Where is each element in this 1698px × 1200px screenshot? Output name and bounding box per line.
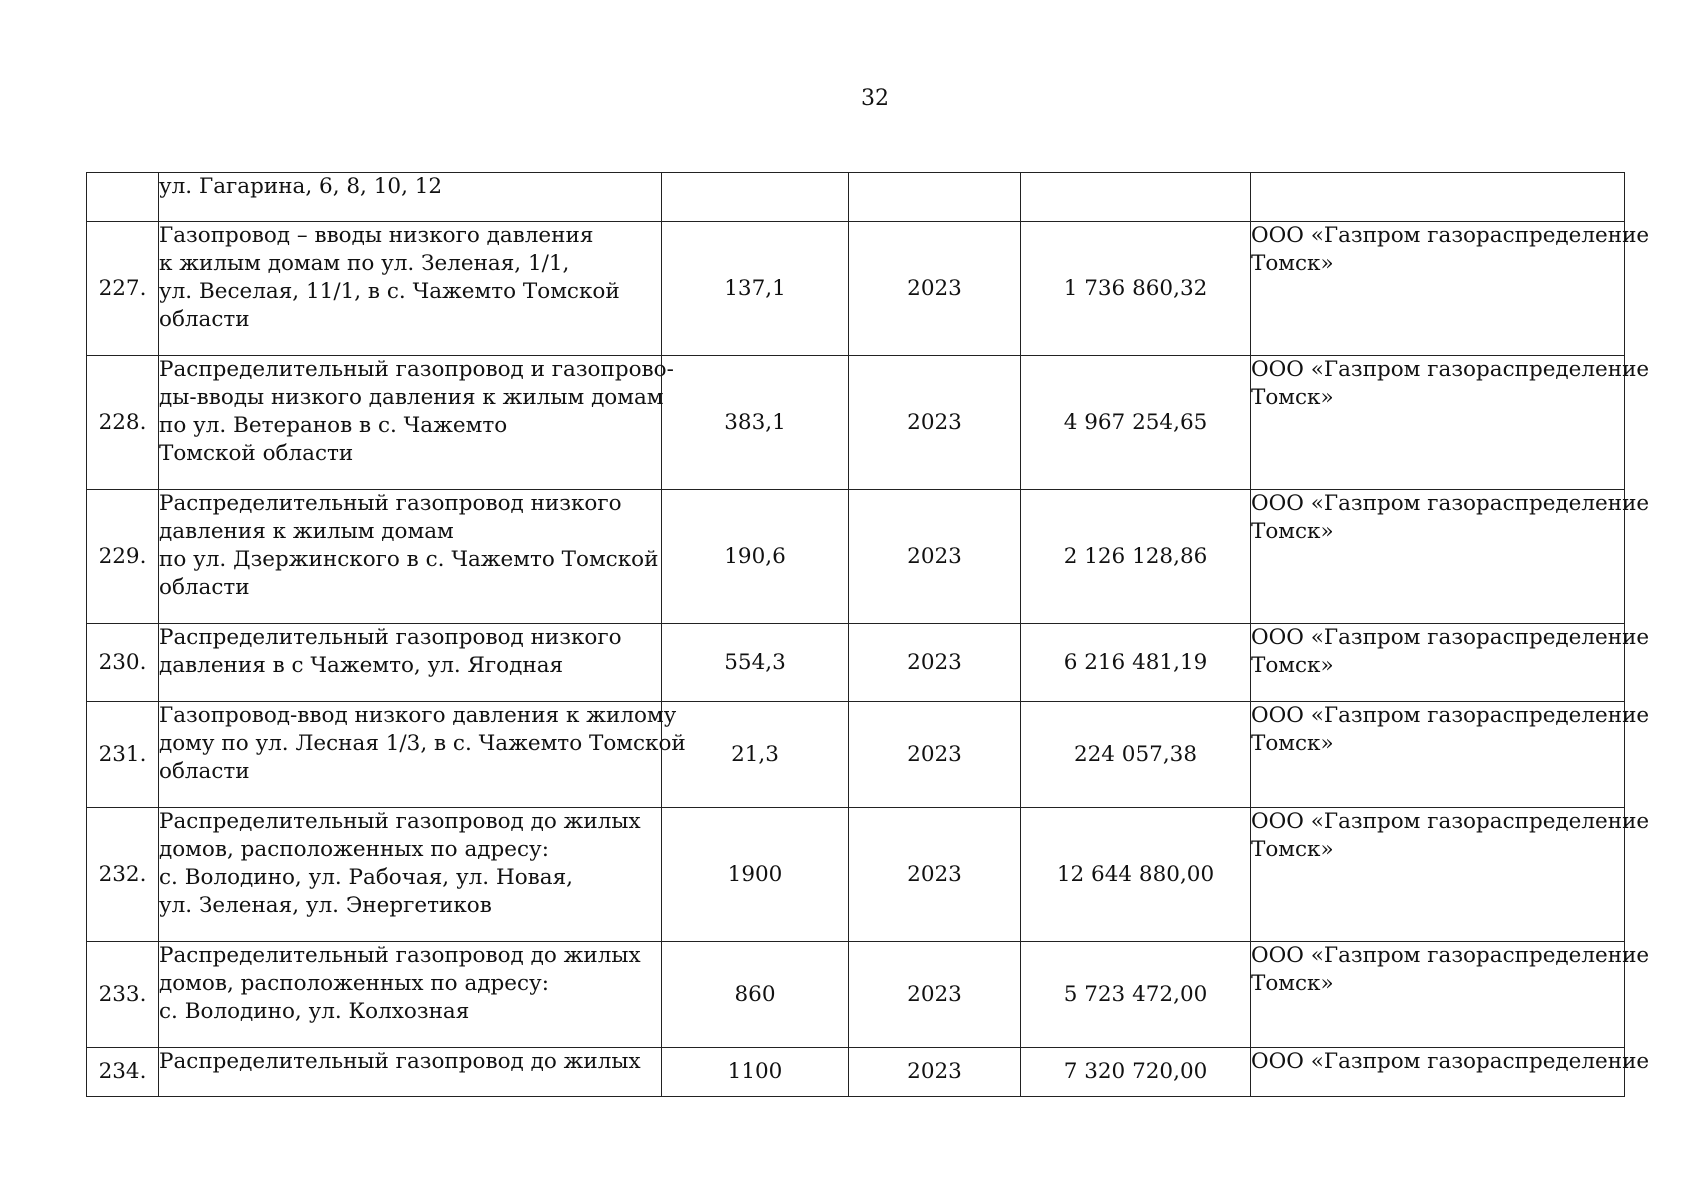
year-cell xyxy=(849,173,1021,222)
owner-line: Томск» xyxy=(1251,653,1334,678)
year-cell: 2023 xyxy=(849,624,1021,702)
object-name-cell xyxy=(159,942,662,1048)
object-name-line: с. Володино, ул. Рабочая, ул. Новая, xyxy=(159,865,573,890)
owner-cell xyxy=(1251,1048,1650,1097)
object-name-cell xyxy=(159,222,662,356)
row-number-cell: 231. xyxy=(87,702,159,808)
table-body xyxy=(87,173,1650,1097)
cost-cell: 12 644 880,00 xyxy=(1021,808,1251,942)
owner-line: Томск» xyxy=(1251,385,1334,410)
owner-cell xyxy=(1251,702,1650,808)
cost-cell: 7 320 720,00 xyxy=(1021,1048,1251,1097)
object-name-line: Распределительный газопровод низкого xyxy=(159,625,622,650)
owner-line: ООО «Газпром газораспределение xyxy=(1251,357,1650,382)
table-row xyxy=(87,1048,1625,1097)
year-cell: 2023 xyxy=(849,222,1021,356)
object-name-line: с. Володино, ул. Колхозная xyxy=(159,999,470,1024)
object-name-line: Распределительный газопровод до жилых xyxy=(159,1049,641,1074)
length-cell: 21,3 xyxy=(662,702,849,808)
owner-line: Томск» xyxy=(1251,971,1334,996)
owner-line: ООО «Газпром газораспределение xyxy=(1251,809,1650,834)
object-name-line: ул. Гагарина, 6, 8, 10, 12 xyxy=(159,174,443,199)
object-name-line: домов, расположенных по адресу: xyxy=(159,971,549,996)
owner-line: Томск» xyxy=(1251,731,1334,756)
object-name-line: давления в с Чажемто, ул. Ягодная xyxy=(159,653,564,678)
gas-pipeline-registry-table xyxy=(86,172,1650,1097)
object-name-cell xyxy=(159,808,662,942)
object-name-line: ул. Зеленая, ул. Энергетиков xyxy=(159,893,492,918)
object-name-line: Распределительный газопровод низкого xyxy=(159,491,622,516)
object-name-line: к жилым домам по ул. Зеленая, 1/1, xyxy=(159,251,570,276)
length-cell xyxy=(662,173,849,222)
year-cell: 2023 xyxy=(849,942,1021,1048)
year-cell: 2023 xyxy=(849,1048,1021,1097)
owner-cell xyxy=(1251,942,1650,1048)
object-name-cell xyxy=(159,624,662,702)
owner-cell xyxy=(1251,222,1650,356)
object-name-line: по ул. Дзержинского в с. Чажемто Томской xyxy=(159,547,659,572)
length-cell: 1100 xyxy=(662,1048,849,1097)
object-name-line: по ул. Ветеранов в с. Чажемто xyxy=(159,413,508,438)
row-number-cell: 229. xyxy=(87,490,159,624)
object-name-line: Томской области xyxy=(159,441,354,466)
owner-line: ООО «Газпром газораспределение xyxy=(1251,943,1650,968)
table-row xyxy=(87,222,1625,356)
row-number-cell xyxy=(87,173,159,222)
length-cell: 554,3 xyxy=(662,624,849,702)
row-number-cell: 230. xyxy=(87,624,159,702)
object-name-line: Распределительный газопровод до жилых xyxy=(159,943,641,968)
table-row xyxy=(87,808,1625,942)
owner-cell xyxy=(1251,356,1650,490)
cost-cell: 2 126 128,86 xyxy=(1021,490,1251,624)
object-name-cell xyxy=(159,490,662,624)
row-number-cell: 227. xyxy=(87,222,159,356)
object-name-line: домов, расположенных по адресу: xyxy=(159,837,549,862)
object-name-line: давления к жилым домам xyxy=(159,519,454,544)
table-row xyxy=(87,702,1625,808)
length-cell: 383,1 xyxy=(662,356,849,490)
table-row xyxy=(87,173,1625,222)
owner-line: Томск» xyxy=(1251,251,1334,276)
table-row xyxy=(87,624,1625,702)
year-cell: 2023 xyxy=(849,702,1021,808)
object-name-line: Распределительный газопровод до жилых xyxy=(159,809,641,834)
cost-cell xyxy=(1021,173,1251,222)
length-cell: 860 xyxy=(662,942,849,1048)
length-cell: 1900 xyxy=(662,808,849,942)
object-name-cell xyxy=(159,356,674,490)
row-number-cell: 234. xyxy=(87,1048,159,1097)
cost-cell: 5 723 472,00 xyxy=(1021,942,1251,1048)
owner-line: ООО «Газпром газораспределение xyxy=(1251,703,1650,728)
owner-cell xyxy=(1251,624,1650,702)
row-number-cell: 228. xyxy=(87,356,159,490)
owner-cell xyxy=(1251,808,1650,942)
object-name-line: области xyxy=(159,307,250,332)
owner-cell xyxy=(1251,173,1625,222)
owner-line: ООО «Газпром газораспределение xyxy=(1251,223,1650,248)
object-name-line: Газопровод-ввод низкого давления к жилому xyxy=(159,703,677,728)
year-cell: 2023 xyxy=(849,356,1021,490)
object-name-cell xyxy=(159,1048,662,1097)
object-name-line: Газопровод – вводы низкого давления xyxy=(159,223,594,248)
owner-line: ООО «Газпром газораспределение xyxy=(1251,491,1650,516)
object-name-line: ул. Веселая, 11/1, в с. Чажемто Томской xyxy=(159,279,620,304)
year-cell: 2023 xyxy=(849,808,1021,942)
length-cell: 190,6 xyxy=(662,490,849,624)
table-row xyxy=(87,490,1625,624)
owner-line: ООО «Газпром газораспределение xyxy=(1251,625,1650,650)
owner-cell xyxy=(1251,490,1650,624)
cost-cell: 1 736 860,32 xyxy=(1021,222,1251,356)
owner-line: Томск» xyxy=(1251,837,1334,862)
owner-line: ООО «Газпром газораспределение xyxy=(1251,1049,1650,1074)
cost-cell: 4 967 254,65 xyxy=(1021,356,1251,490)
row-number-cell: 232. xyxy=(87,808,159,942)
page-number: 32 xyxy=(861,86,889,111)
table-row xyxy=(87,942,1625,1048)
year-cell: 2023 xyxy=(849,490,1021,624)
table-row xyxy=(87,356,1625,490)
object-name-cell xyxy=(159,702,686,808)
cost-cell: 224 057,38 xyxy=(1021,702,1251,808)
object-name-line: ды-вводы низкого давления к жилым домам xyxy=(159,385,664,410)
owner-line: Томск» xyxy=(1251,519,1334,544)
object-name-line: дому по ул. Лесная 1/3, в с. Чажемто Томской xyxy=(159,731,686,756)
cost-cell: 6 216 481,19 xyxy=(1021,624,1251,702)
length-cell: 137,1 xyxy=(662,222,849,356)
object-name-line: области xyxy=(159,575,250,600)
object-name-line: области xyxy=(159,759,250,784)
row-number-cell: 233. xyxy=(87,942,159,1048)
object-name-cell xyxy=(159,173,662,222)
object-name-line: Распределительный газопровод и газопрово- xyxy=(159,357,674,382)
